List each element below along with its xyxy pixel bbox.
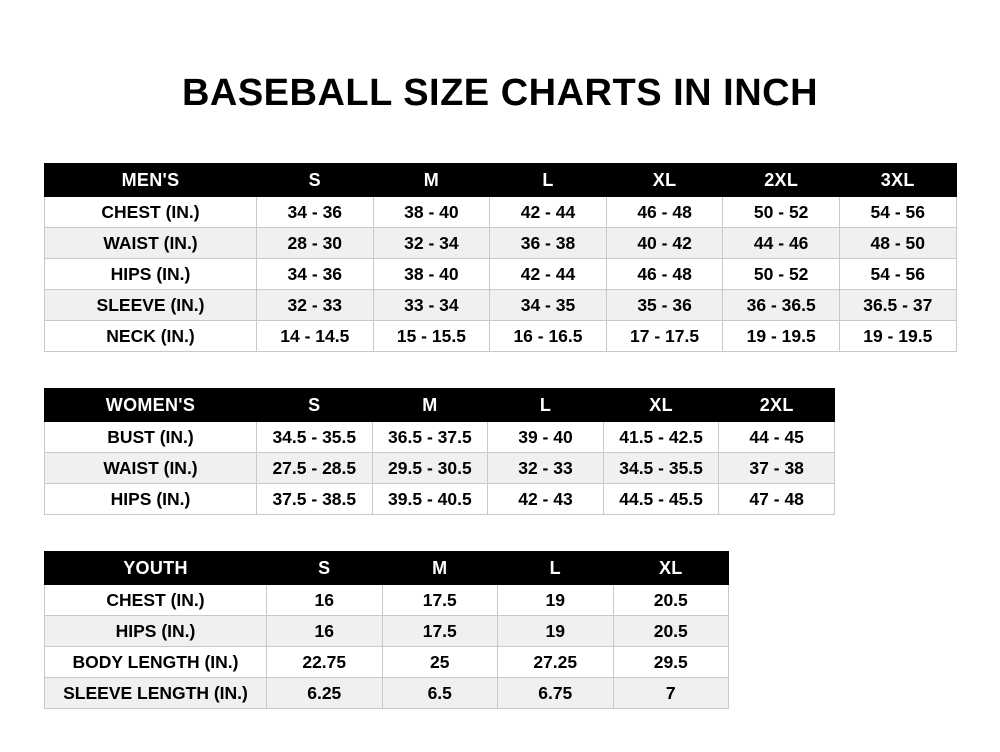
table-cell: 17.5	[382, 616, 498, 647]
table-cell: 34 - 36	[257, 197, 374, 228]
table-cell: 29.5	[613, 647, 729, 678]
table-row	[45, 197, 957, 228]
table-cell: 39 - 40	[488, 422, 604, 453]
table-cell: 19 - 19.5	[839, 321, 956, 352]
table-cell: 44 - 45	[719, 422, 835, 453]
column-header: 2XL	[723, 164, 840, 197]
table-cell: 32 - 34	[373, 228, 490, 259]
table-cell: 34 - 35	[490, 290, 607, 321]
column-header: XL	[606, 164, 723, 197]
table-cell: 50 - 52	[723, 197, 840, 228]
table-cell: 15 - 15.5	[373, 321, 490, 352]
column-header: WOMEN'S	[45, 389, 257, 422]
column-header: YOUTH	[45, 552, 267, 585]
table-cell: 27.25	[498, 647, 614, 678]
row-label: HIPS (IN.)	[45, 484, 257, 515]
row-label: NECK (IN.)	[45, 321, 257, 352]
table-cell: 44 - 46	[723, 228, 840, 259]
table-header-row	[45, 552, 729, 585]
table-cell: 46 - 48	[606, 197, 723, 228]
table-cell: 36 - 36.5	[723, 290, 840, 321]
table-row	[45, 484, 835, 515]
table-row	[45, 647, 729, 678]
column-header: 3XL	[839, 164, 956, 197]
table-cell: 20.5	[613, 616, 729, 647]
table-cell: 35 - 36	[606, 290, 723, 321]
table-cell: 19 - 19.5	[723, 321, 840, 352]
table-cell: 37 - 38	[719, 453, 835, 484]
table-cell: 39.5 - 40.5	[372, 484, 488, 515]
page-title: BASEBALL SIZE CHARTS IN INCH	[181, 72, 819, 114]
table-cell: 19	[498, 616, 614, 647]
column-header: XL	[613, 552, 729, 585]
table-cell: 6.75	[498, 678, 614, 709]
table-cell: 20.5	[613, 585, 729, 616]
row-label: SLEEVE (IN.)	[45, 290, 257, 321]
table-cell: 46 - 48	[606, 259, 723, 290]
column-header: L	[490, 164, 607, 197]
table-cell: 48 - 50	[839, 228, 956, 259]
row-label: SLEEVE LENGTH (IN.)	[45, 678, 267, 709]
row-label: HIPS (IN.)	[45, 259, 257, 290]
table-row	[45, 585, 729, 616]
table-cell: 14 - 14.5	[257, 321, 374, 352]
table-cell: 34 - 36	[257, 259, 374, 290]
table-header-row	[45, 164, 957, 197]
row-label: WAIST (IN.)	[45, 453, 257, 484]
table-cell: 54 - 56	[839, 259, 956, 290]
column-header: M	[373, 164, 490, 197]
row-label: WAIST (IN.)	[45, 228, 257, 259]
column-header: L	[498, 552, 614, 585]
table-cell: 42 - 44	[490, 197, 607, 228]
table-row	[45, 321, 957, 352]
table-cell: 25	[382, 647, 498, 678]
table-cell: 47 - 48	[719, 484, 835, 515]
table-cell: 38 - 40	[373, 259, 490, 290]
table-row	[45, 422, 835, 453]
column-header: L	[488, 389, 604, 422]
table-cell: 37.5 - 38.5	[257, 484, 373, 515]
table-cell: 22.75	[267, 647, 383, 678]
table-row	[45, 678, 729, 709]
table-cell: 34.5 - 35.5	[257, 422, 373, 453]
table-cell: 16	[267, 616, 383, 647]
table-cell: 17 - 17.5	[606, 321, 723, 352]
table-cell: 44.5 - 45.5	[603, 484, 719, 515]
table-cell: 33 - 34	[373, 290, 490, 321]
table-cell: 16	[267, 585, 383, 616]
column-header: 2XL	[719, 389, 835, 422]
table-cell: 36.5 - 37	[839, 290, 956, 321]
row-label: CHEST (IN.)	[45, 585, 267, 616]
size-tables-container	[0, 163, 1000, 709]
table-cell: 28 - 30	[257, 228, 374, 259]
table-cell: 38 - 40	[373, 197, 490, 228]
table-cell: 54 - 56	[839, 197, 956, 228]
table-cell: 40 - 42	[606, 228, 723, 259]
table-cell: 7	[613, 678, 729, 709]
table-cell: 50 - 52	[723, 259, 840, 290]
table-cell: 42 - 44	[490, 259, 607, 290]
row-label: BODY LENGTH (IN.)	[45, 647, 267, 678]
table-cell: 29.5 - 30.5	[372, 453, 488, 484]
table-cell: 19	[498, 585, 614, 616]
column-header: XL	[603, 389, 719, 422]
row-label: HIPS (IN.)	[45, 616, 267, 647]
youth-size-table	[44, 551, 729, 709]
column-header: M	[372, 389, 488, 422]
table-cell: 32 - 33	[257, 290, 374, 321]
row-label: CHEST (IN.)	[45, 197, 257, 228]
table-cell: 34.5 - 35.5	[603, 453, 719, 484]
table-cell: 32 - 33	[488, 453, 604, 484]
row-label: BUST (IN.)	[45, 422, 257, 453]
column-header: S	[267, 552, 383, 585]
table-cell: 6.5	[382, 678, 498, 709]
table-cell: 36.5 - 37.5	[372, 422, 488, 453]
mens-size-table	[44, 163, 957, 352]
column-header: MEN'S	[45, 164, 257, 197]
table-cell: 6.25	[267, 678, 383, 709]
column-header: S	[257, 164, 374, 197]
table-header-row	[45, 389, 835, 422]
table-cell: 42 - 43	[488, 484, 604, 515]
column-header: S	[257, 389, 373, 422]
table-cell: 36 - 38	[490, 228, 607, 259]
table-cell: 17.5	[382, 585, 498, 616]
womens-size-table	[44, 388, 835, 515]
table-row	[45, 290, 957, 321]
table-row	[45, 453, 835, 484]
table-cell: 27.5 - 28.5	[257, 453, 373, 484]
table-row	[45, 616, 729, 647]
table-row	[45, 259, 957, 290]
table-row	[45, 228, 957, 259]
column-header: M	[382, 552, 498, 585]
table-cell: 16 - 16.5	[490, 321, 607, 352]
table-cell: 41.5 - 42.5	[603, 422, 719, 453]
